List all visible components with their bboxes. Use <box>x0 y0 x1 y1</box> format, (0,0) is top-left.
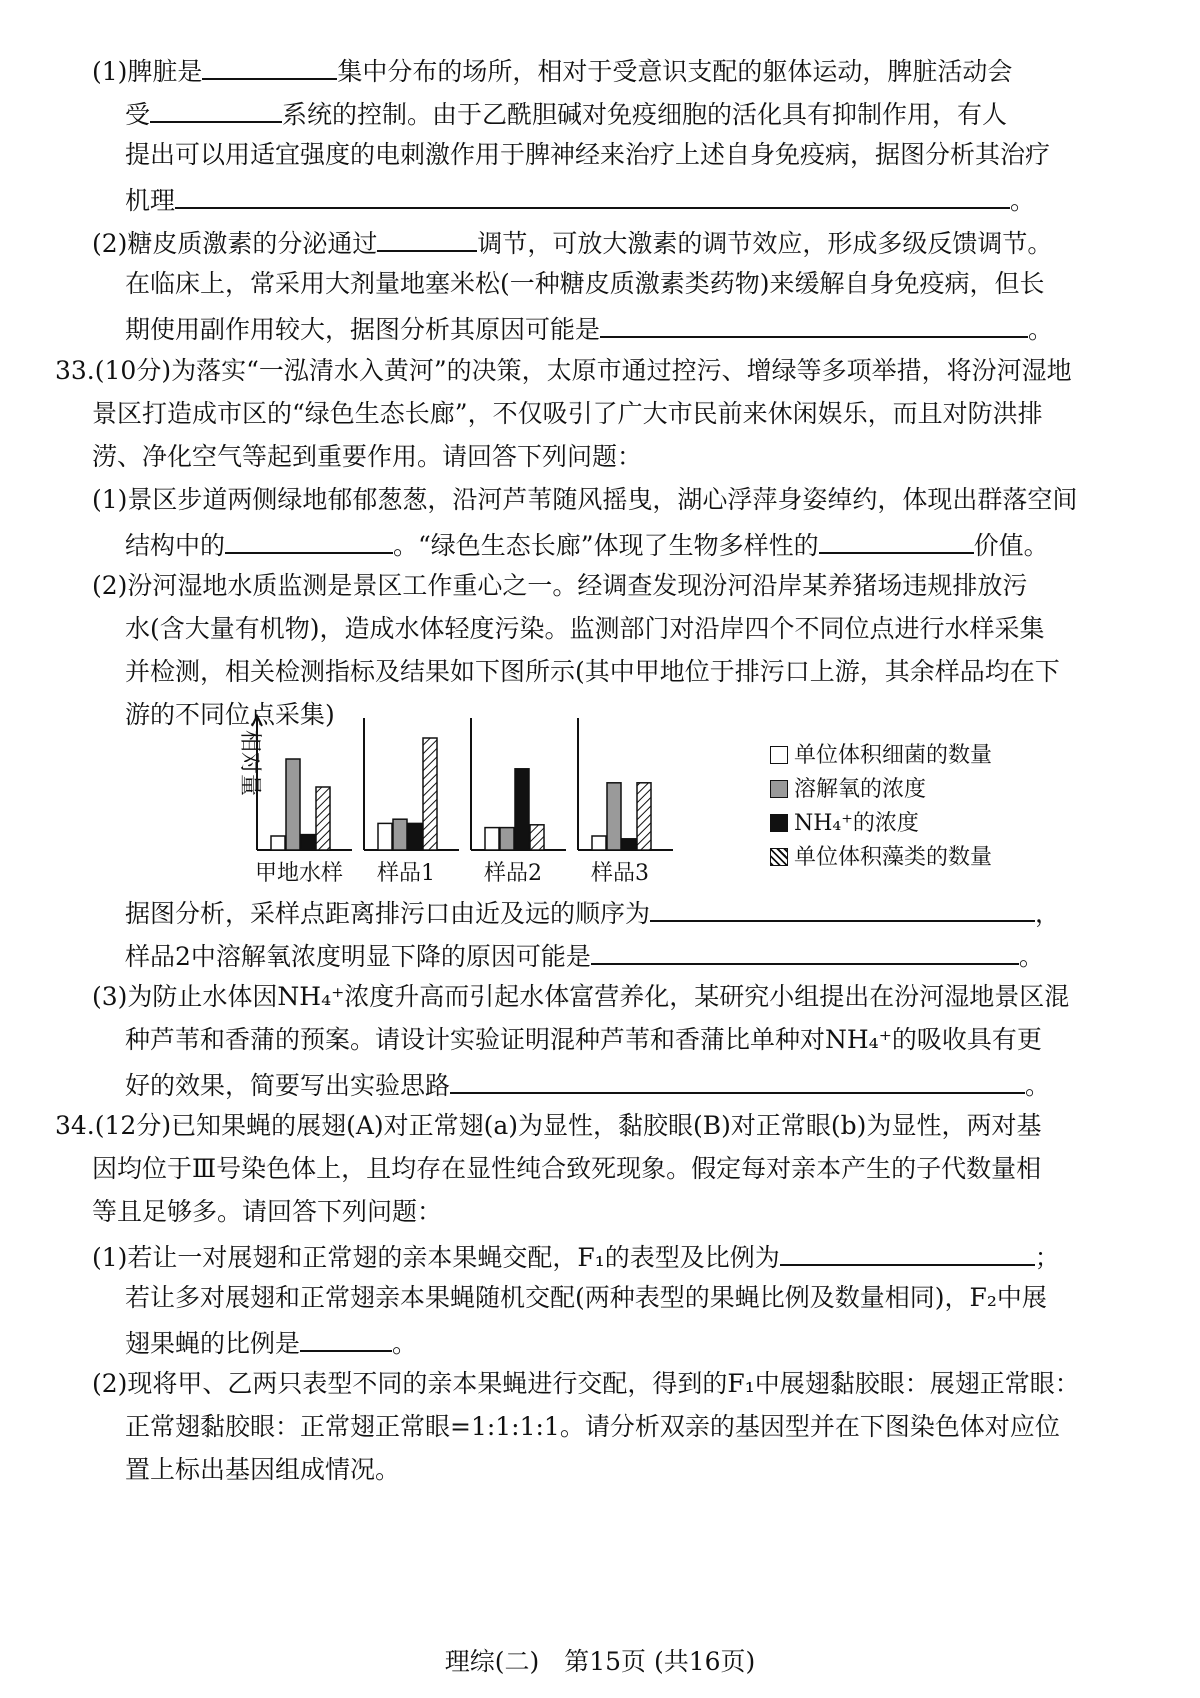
q33-intro-text-b: 景区打造成市区的“绿色生态长廊”，不仅吸引了广大市民前来休闲娱乐，而且对防洪排 <box>92 399 1043 428</box>
bar-black <box>622 839 636 850</box>
q33-intro-line2 <box>92 401 1043 426</box>
q34-intro-text-b: 因均位于Ⅲ号染色体上，且均存在显性纯合致死现象。假定每对亲本产生的子代数量相 <box>92 1154 1042 1183</box>
q32-part1-text-a: (1)脾脏是 <box>92 57 203 86</box>
answer-blank[interactable] <box>225 530 393 554</box>
period: 。 <box>1025 1071 1051 1100</box>
q34-part2-line1 <box>92 1371 1080 1396</box>
legend-item-algae <box>770 840 992 871</box>
period: 。 <box>1028 315 1054 344</box>
bar-white <box>271 836 285 850</box>
answer-blank[interactable] <box>591 941 1019 965</box>
q33-part3-text-a: (3)为防止水体因NH₄⁺浓度升高而引起水体富营养化，某研究小组提出在汾河湿地景区混 <box>92 982 1070 1011</box>
answer-blank[interactable] <box>650 898 1035 922</box>
bar-hatch <box>316 787 330 850</box>
q33-part3-text-b: 种芦苇和香蒲的预案。请设计实验证明混种芦苇和香蒲比单种对NH₄⁺的吸收具有更 <box>125 1025 1042 1054</box>
bars-group <box>252 716 673 850</box>
q33-part2-text-e: 据图分析，采样点距离排污口由近及远的顺序为 <box>125 899 651 928</box>
legend-swatch-black <box>770 814 788 832</box>
bar-white <box>592 836 606 850</box>
q32-part2-text-a: (2)糖皮质激素的分泌通过 <box>92 229 378 258</box>
bar-gray <box>393 819 407 850</box>
answer-blank[interactable] <box>780 1242 1035 1266</box>
q33-part2-line2 <box>125 616 1045 641</box>
bar-hatch <box>637 783 651 850</box>
bar-white <box>485 828 499 850</box>
q33-intro-text-c: 涝、净化空气等起到重要作用。请回答下列问题： <box>92 442 643 471</box>
bar-black <box>515 769 529 850</box>
legend-item-bacteria <box>770 738 992 769</box>
q32-part2-text-d: 期使用副作用较大，据图分析其原因可能是 <box>125 315 601 344</box>
q32-part2-text-c: 在临床上，常采用大剂量地塞米松(一种糖皮质激素类药物)来缓解自身免疫病，但长 <box>125 269 1045 298</box>
q34-part2-line2 <box>125 1414 1060 1439</box>
q32-part1-text-b: 集中分布的场所，相对于受意识支配的躯体运动，脾脏活动会 <box>337 57 1013 86</box>
answer-blank[interactable] <box>202 56 337 80</box>
legend-swatch-hatch <box>770 848 788 866</box>
q33-part1-text-c: 。“绿色生态长廊”体现了生物多样性的 <box>393 531 819 560</box>
q33-part3-line2 <box>125 1027 1042 1052</box>
q33-part1-line2 <box>125 530 1049 558</box>
answer-blank[interactable] <box>450 1070 1025 1094</box>
q34-part1-text-d: 翅果蝇的比例是 <box>125 1329 301 1358</box>
semicolon: ； <box>1034 1243 1060 1272</box>
legend-item-oxygen <box>770 772 926 803</box>
q33-part2-line3 <box>125 659 1060 684</box>
legend-swatch-gray <box>770 780 788 798</box>
bar-hatch <box>423 738 437 850</box>
q33-part2-text-c: 并检测，相关检测指标及结果如下图所示(其中甲地位于排污口上游，其余样品均在下 <box>125 657 1060 686</box>
q32-part2-line2 <box>125 271 1045 296</box>
bar-gray <box>607 783 621 850</box>
answer-blank[interactable] <box>150 99 282 123</box>
legend-label: 单位体积藻类的数量 <box>794 845 993 870</box>
q34-part2-text-b: 正常翅黏胶眼：正常翅正常眼=1:1:1:1。请分析双亲的基因型并在下图染色体对应位 <box>125 1412 1060 1441</box>
q34-part2-line3 <box>125 1457 400 1482</box>
legend-item-ammonium <box>770 806 919 837</box>
q33-part3-line1 <box>92 984 1069 1009</box>
q34-part2-text-c: 置上标出基因组成情况。 <box>125 1455 401 1484</box>
water-quality-bar-chart <box>235 712 725 902</box>
bar-gray <box>500 828 514 850</box>
bar-black <box>301 835 315 850</box>
period: 。 <box>392 1329 418 1358</box>
x-tick-label: 甲地水样 <box>254 861 344 886</box>
y-axis-label: 相对量 <box>237 730 262 797</box>
q34-part1-text-a: (1)若让一对展翅和正常翅的亲本果蝇交配，F₁的表型及比例为 <box>92 1243 780 1272</box>
q32-part2-line3 <box>125 314 1053 342</box>
q33-part2-line5 <box>125 898 1060 926</box>
bar-gray <box>286 759 300 850</box>
q34-intro-line3 <box>92 1199 442 1224</box>
q33-part2-text-a: (2)汾河湿地水质监测是景区工作重心之一。经调查发现汾河沿岸某养猪场违规排放污 <box>92 571 1028 600</box>
q33-intro-text-a: 33.(10分)为落实“一泓清水入黄河”的决策，太原市通过控污、增绿等多项举措，将汾河湿地 <box>55 356 1072 385</box>
q32-part1-text-f: 机理 <box>125 186 176 215</box>
bar-hatch <box>530 825 544 850</box>
q33-intro-line1 <box>55 358 1072 383</box>
q33-part1-text-b: 结构中的 <box>125 531 226 560</box>
q33-intro-line3 <box>92 444 642 469</box>
comma: ， <box>1035 899 1061 928</box>
legend-swatch-white <box>770 746 788 764</box>
q33-part2-line1 <box>92 573 1027 598</box>
x-tick-label: 样品1 <box>377 861 435 886</box>
q33-part2-text-g: 样品2中溶解氧浓度明显下降的原因可能是 <box>125 942 591 971</box>
q32-part1-line3 <box>125 142 1050 167</box>
q34-part1-text-c: 若让多对展翅和正常翅亲本果蝇随机交配(两种表型的果蝇比例及数量相同)，F₂中展 <box>125 1283 1047 1312</box>
q32-part1-text-d: 系统的控制。由于乙酰胆碱对免疫细胞的活化具有抑制作用，有人 <box>282 100 1008 129</box>
q32-part2-line1 <box>92 228 1052 256</box>
x-tick-label: 样品2 <box>484 861 542 886</box>
q34-intro-text-a: 34.(12分)已知果蝇的展翅(A)对正常翅(a)为显性，黏胶眼(B)对正常眼(b)为显性，两对基 <box>55 1111 1042 1140</box>
x-tick-label: 样品3 <box>591 861 649 886</box>
x-tick-labels <box>255 861 649 886</box>
answer-blank[interactable] <box>377 228 477 252</box>
bar-black <box>408 823 422 850</box>
q33-part2-text-d: 游的不同位点采集) <box>125 700 335 729</box>
answer-blank[interactable] <box>819 530 974 554</box>
q32-part1-line2 <box>125 99 1007 127</box>
page-footer: 理综(二) 第15页 (共16页) <box>444 1647 756 1676</box>
bar-white <box>378 823 392 850</box>
legend-label: NH₄⁺的浓度 <box>794 811 919 836</box>
legend-label: 单位体积细菌的数量 <box>794 743 993 768</box>
q32-part1-line1 <box>92 56 1012 84</box>
answer-blank[interactable] <box>300 1328 392 1352</box>
q33-part1-text-a: (1)景区步道两侧绿地郁郁葱葱，沿河芦苇随风摇曳，湖心浮萍身姿绰约，体现出群落空间 <box>92 485 1078 514</box>
q32-part2-text-b: 调节，可放大激素的调节效应，形成多级反馈调节。 <box>477 229 1053 258</box>
answer-blank[interactable] <box>600 314 1028 338</box>
period: 。 <box>1018 942 1044 971</box>
answer-blank[interactable] <box>175 185 1010 209</box>
q34-part2-text-a: (2)现将甲、乙两只表型不同的亲本果蝇进行交配，得到的F₁中展翅黏胶眼：展翅正常眼： <box>92 1369 1080 1398</box>
q34-part1-line1 <box>92 1242 1060 1270</box>
q34-intro-text-c: 等且足够多。请回答下列问题： <box>92 1197 443 1226</box>
q33-part2-text-b: 水(含大量有机物)，造成水体轻度污染。监测部门对沿岸四个不同位点进行水样采集 <box>125 614 1045 643</box>
q33-part1-line1 <box>92 487 1077 512</box>
q32-part1-text-c: 受 <box>125 100 151 129</box>
q32-part1-text-e: 提出可以用适宜强度的电刺激作用于脾神经来治疗上述自身免疫病，据图分析其治疗 <box>125 140 1051 169</box>
q33-part1-text-d: 价值。 <box>973 531 1049 560</box>
q33-part3-text-c: 好的效果，简要写出实验思路 <box>125 1071 451 1100</box>
q34-intro-line2 <box>92 1156 1041 1181</box>
q34-part1-line2 <box>125 1285 1047 1310</box>
q33-part2-line6 <box>125 941 1044 969</box>
q33-part3-line3 <box>125 1070 1050 1098</box>
legend-label: 溶解氧的浓度 <box>794 777 927 802</box>
q32-part1-line4 <box>125 185 1035 213</box>
period: 。 <box>1010 186 1036 215</box>
q34-part1-line3 <box>125 1328 417 1356</box>
q34-intro-line1 <box>55 1113 1041 1138</box>
